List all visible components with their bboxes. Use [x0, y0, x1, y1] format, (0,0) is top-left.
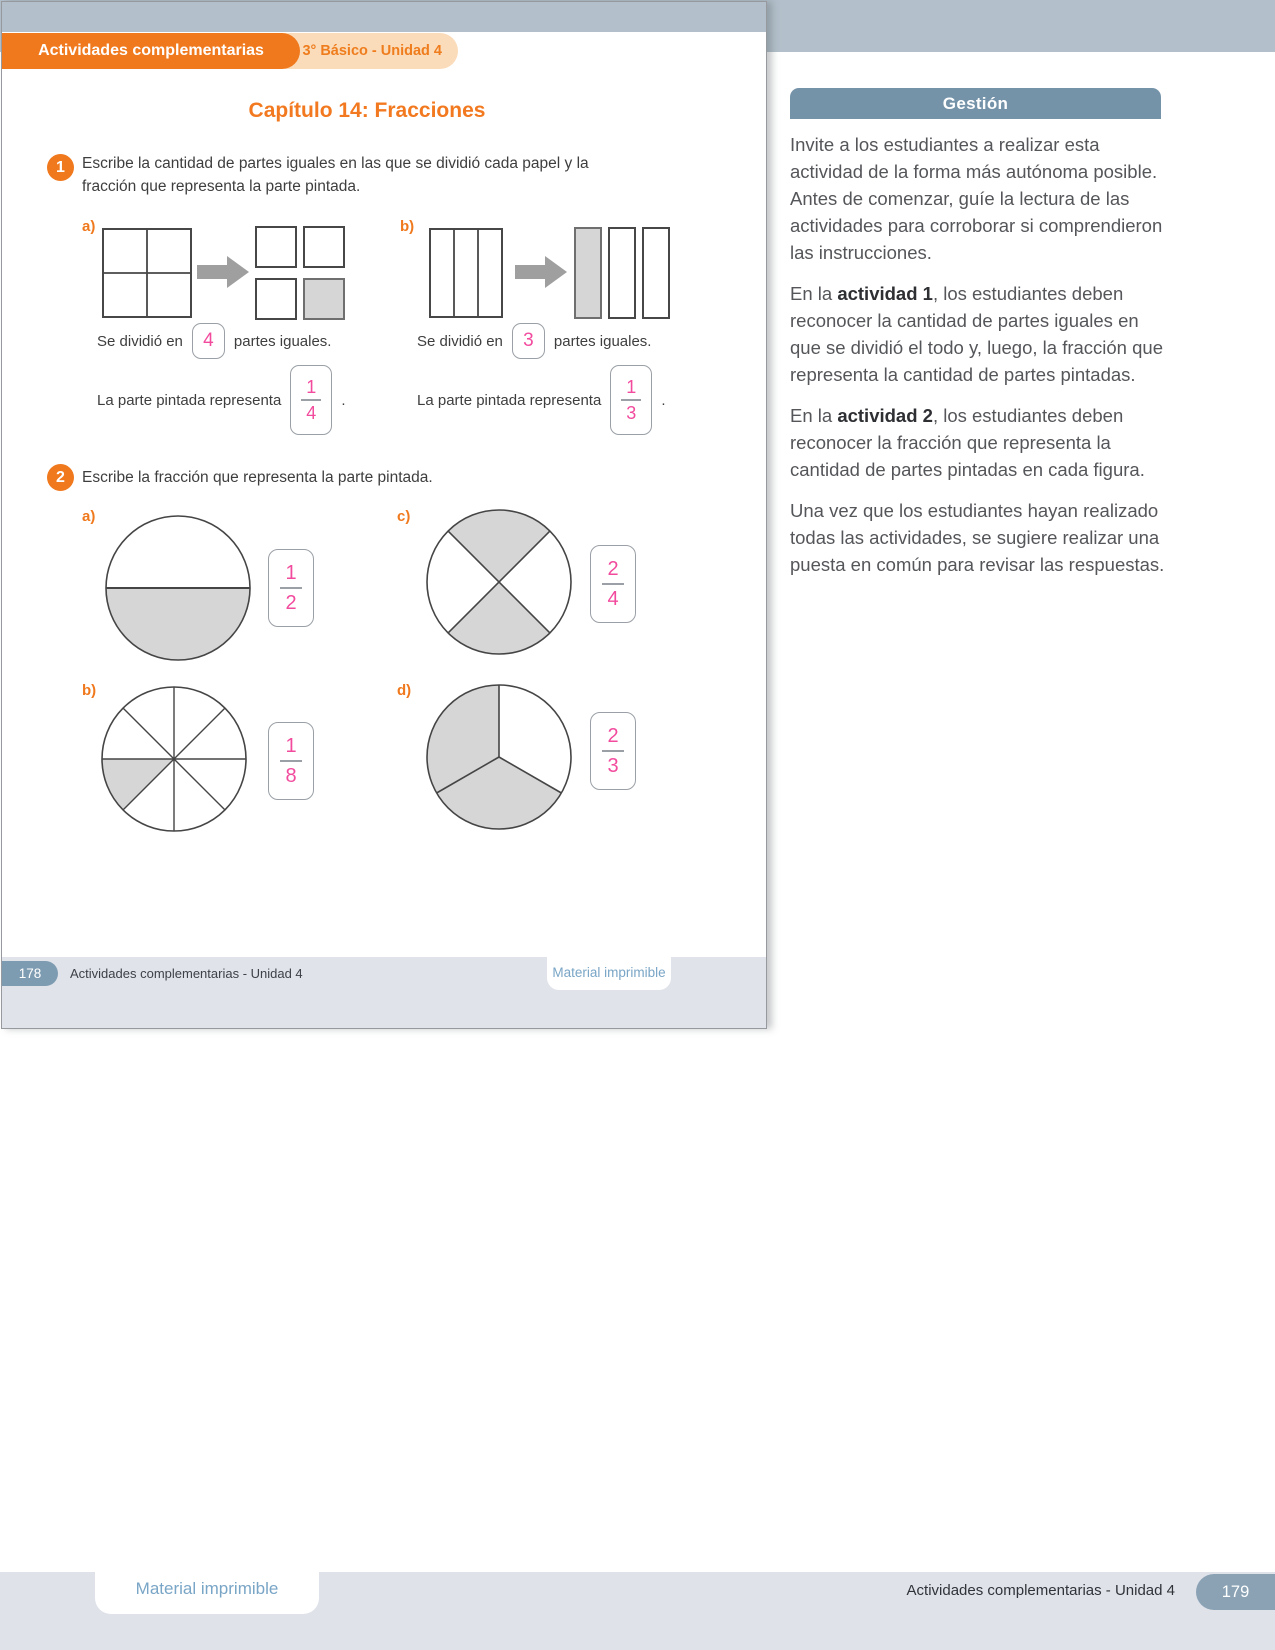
paragraph-text: En la — [790, 283, 838, 304]
fraction-denominator: 3 — [626, 403, 637, 423]
sentence-text: Se dividió en — [97, 332, 183, 350]
arrow-right-icon — [197, 254, 249, 290]
item-label-2a: a) — [82, 508, 96, 525]
chapter-title: Capítulo 14: Fracciones — [248, 99, 486, 122]
shaded-part — [102, 759, 174, 810]
divided-sentence-b — [417, 323, 651, 359]
activity1-number-badge: 1 — [47, 154, 74, 181]
item-label-1a: a) — [82, 218, 96, 235]
page-footer — [0, 1572, 1275, 1650]
paragraph-bold: actividad 1 — [837, 283, 933, 304]
answer-box-2c — [590, 545, 636, 623]
fraction-numerator: 2 — [607, 725, 619, 747]
item-label-1b: b) — [400, 218, 415, 235]
worksheet-footer-text: Actividades complementarias - Unidad 4 — [70, 966, 303, 981]
painted-sentence-b — [417, 365, 665, 435]
fraction-numerator: 1 — [626, 377, 637, 397]
gestion-header: Gestión — [790, 88, 1161, 119]
gestion-paragraph — [790, 402, 1172, 483]
fraction-bar — [280, 760, 302, 762]
activity2-number-badge: 2 — [47, 464, 74, 491]
sentence-text: La parte pintada representa — [417, 391, 602, 409]
sentence-text: partes iguales. — [233, 332, 332, 350]
gestion-body — [790, 131, 1172, 592]
fraction-bar — [280, 587, 302, 589]
paragraph-bold: actividad 2 — [837, 405, 933, 426]
answer-box-2b — [268, 722, 314, 800]
worksheet-header-badge: Actividades complementarias — [2, 33, 300, 69]
fraction-denominator: 4 — [306, 403, 317, 423]
circle-halves-diagram — [103, 513, 253, 663]
answer-box-fraction-b — [610, 365, 652, 435]
answer-value: 4 — [203, 330, 214, 351]
answer-box-2d — [590, 712, 636, 790]
fraction-bar — [602, 583, 624, 585]
paper-b-parts-diagram — [574, 226, 670, 320]
answer-box-fraction-a — [290, 365, 332, 435]
circle-quarters-diagram — [424, 507, 574, 657]
shaded-part — [575, 228, 601, 318]
fraction-denominator: 4 — [607, 588, 619, 610]
sentence-text: . — [341, 391, 346, 409]
fraction-bar — [301, 399, 321, 401]
sentence-text: partes iguales. — [553, 332, 652, 350]
paper-b-whole-diagram — [428, 227, 504, 319]
material-imprimible-tab: Material imprimible — [95, 1572, 319, 1614]
sentence-text: La parte pintada representa — [97, 391, 282, 409]
material-imprimible-badge: Material imprimible — [547, 957, 671, 990]
fraction-bar — [621, 399, 641, 401]
page-number-badge: 178 — [2, 961, 58, 986]
worksheet-page — [1, 1, 767, 1029]
answer-box-2a — [268, 549, 314, 627]
fraction-numerator: 1 — [285, 735, 297, 757]
shaded-part — [106, 588, 250, 660]
paragraph-text: , los estudiantes deben reconocer la cantidad de partes iguales en que se dividió el todo y, luego, la fracción que representa la cantidad de partes pintadas. — [790, 283, 1163, 385]
answer-box-parts-b — [512, 323, 545, 359]
gestion-paragraph: Invite a los estudiantes a realizar esta actividad de la forma más autónoma posible. Antes de comenzar, guíe la lectura de las actividades para corroborar si comprendieron las instrucciones. — [790, 134, 1163, 263]
grade-unit-badge: 3° Básico - Unidad 4 — [182, 33, 458, 69]
fraction-numerator: 1 — [285, 562, 297, 584]
item-label-2b: b) — [82, 682, 97, 699]
fraction-numerator: 2 — [607, 558, 619, 580]
answer-value: 3 — [523, 330, 534, 351]
divided-sentence-a — [97, 323, 331, 359]
paper-a-parts-diagram — [255, 226, 345, 320]
painted-sentence-a — [97, 365, 345, 435]
page-number-badge: 179 — [1196, 1574, 1275, 1610]
paper-a-whole-diagram — [101, 227, 193, 319]
sentence-text: . — [661, 391, 666, 409]
shaded-part — [304, 279, 344, 319]
item-label-2d: d) — [397, 682, 412, 699]
paragraph-text: En la — [790, 405, 838, 426]
fraction-bar — [602, 750, 624, 752]
circle-eighths-diagram — [99, 684, 249, 834]
answer-box-parts-a — [192, 323, 225, 359]
circle-thirds-diagram — [424, 682, 574, 832]
worksheet-top-band — [2, 2, 766, 32]
item-label-2c: c) — [397, 508, 411, 525]
fraction-denominator: 2 — [285, 592, 297, 614]
gestion-paragraph — [790, 280, 1172, 388]
fraction-denominator: 8 — [285, 765, 297, 787]
activity2-instruction: Escribe la fracción que representa la parte pintada. — [82, 469, 433, 486]
gestion-paragraph: Una vez que los estudiantes hayan realizado todas las actividades, se sugiere realizar una puesta en común para revisar las respuestas. — [790, 500, 1165, 575]
fraction-denominator: 3 — [607, 755, 619, 777]
worksheet-footer — [2, 957, 766, 1028]
page-footer-text: Actividades complementarias - Unidad 4 — [906, 1582, 1175, 1599]
arrow-right-icon — [515, 254, 567, 290]
activity1-instruction: Escribe la cantidad de partes iguales en las que se dividió cada papel y la fracción que representa la parte pintada. — [82, 155, 589, 196]
fraction-numerator: 1 — [306, 377, 317, 397]
paragraph-text: , los estudiantes deben reconocer la fracción que representa la cantidad de partes pintadas en cada figura. — [790, 405, 1145, 480]
sentence-text: Se dividió en — [417, 332, 503, 350]
